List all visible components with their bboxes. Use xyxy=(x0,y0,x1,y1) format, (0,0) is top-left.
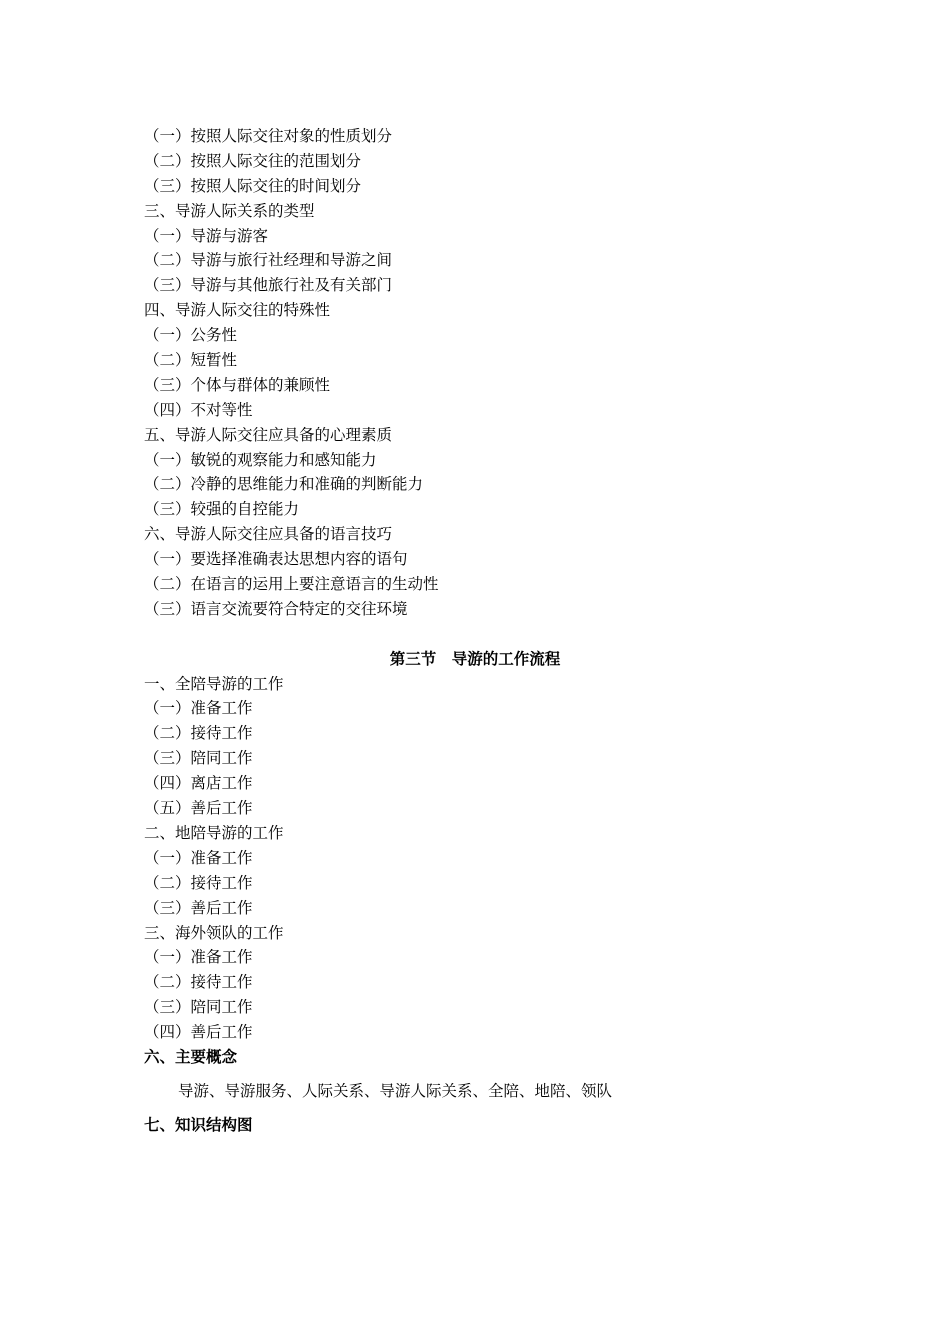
document-body xyxy=(144,124,806,1138)
outline-item: （三）善后工作 xyxy=(144,898,253,917)
outline-item: （四）善后工作 xyxy=(144,1023,253,1042)
outline-item: （一）公务性 xyxy=(144,326,238,345)
outline-item: （二）接待工作 xyxy=(144,973,253,992)
main-concepts-heading: 六、主要概念 xyxy=(144,1047,238,1066)
outline-item: （一）准备工作 xyxy=(144,848,253,867)
outline-item: （一）按照人际交往对象的性质划分 xyxy=(144,127,393,145)
outline-item: （三）陪同工作 xyxy=(144,749,253,768)
outline-item: （一）要选择准确表达思想内容的语句 xyxy=(144,550,408,569)
outline-heading: 六、导游人际交往应具备的语言技巧 xyxy=(144,525,393,544)
outline-item: （五）善后工作 xyxy=(144,799,253,818)
outline-item: （一）准备工作 xyxy=(144,699,253,718)
outline-item: （三）导游与其他旅行社及有关部门 xyxy=(144,276,393,295)
knowledge-structure-heading: 七、知识结构图 xyxy=(144,1115,253,1134)
outline-list-part1 xyxy=(144,124,806,622)
outline-item: （二）短暂性 xyxy=(144,351,238,370)
outline-item: （二）在语言的运用上要注意语言的生动性 xyxy=(144,575,439,594)
outline-heading: 一、全陪导游的工作 xyxy=(144,674,284,693)
main-concepts-text: 导游、导游服务、人际关系、导游人际关系、全陪、地陪、领队 xyxy=(178,1081,613,1100)
outline-item: （三）较强的自控能力 xyxy=(144,500,300,519)
outline-item: （二）导游与旅行社经理和导游之间 xyxy=(144,251,393,270)
outline-heading: 四、导游人际交往的特殊性 xyxy=(144,301,331,320)
outline-item: （三）按照人际交往的时间划分 xyxy=(144,176,362,195)
outline-item: （一）敏锐的观察能力和感知能力 xyxy=(144,450,377,469)
outline-heading: 五、导游人际交往应具备的心理素质 xyxy=(144,425,393,444)
outline-item: （二）冷静的思维能力和准确的判断能力 xyxy=(144,475,424,494)
outline-item: （三）语言交流要符合特定的交往环境 xyxy=(144,599,408,618)
outline-item: （二）接待工作 xyxy=(144,873,253,892)
outline-item: （三）陪同工作 xyxy=(144,998,253,1017)
outline-item: （四）不对等性 xyxy=(144,400,253,419)
section-title: 第三节 导游的工作流程 xyxy=(389,649,561,668)
outline-item: （二）按照人际交往的范围划分 xyxy=(144,151,362,170)
outline-item: （四）离店工作 xyxy=(144,774,253,793)
outline-item: （一）准备工作 xyxy=(144,948,253,967)
outline-item: （一）导游与游客 xyxy=(144,226,269,245)
outline-item: （三）个体与群体的兼顾性 xyxy=(144,375,331,394)
outline-heading: 三、导游人际关系的类型 xyxy=(144,201,315,220)
outline-heading: 二、地陪导游的工作 xyxy=(144,823,284,842)
outline-heading: 三、海外领队的工作 xyxy=(144,923,284,942)
outline-list-part2 xyxy=(144,672,806,1045)
outline-item: （二）接待工作 xyxy=(144,724,253,743)
